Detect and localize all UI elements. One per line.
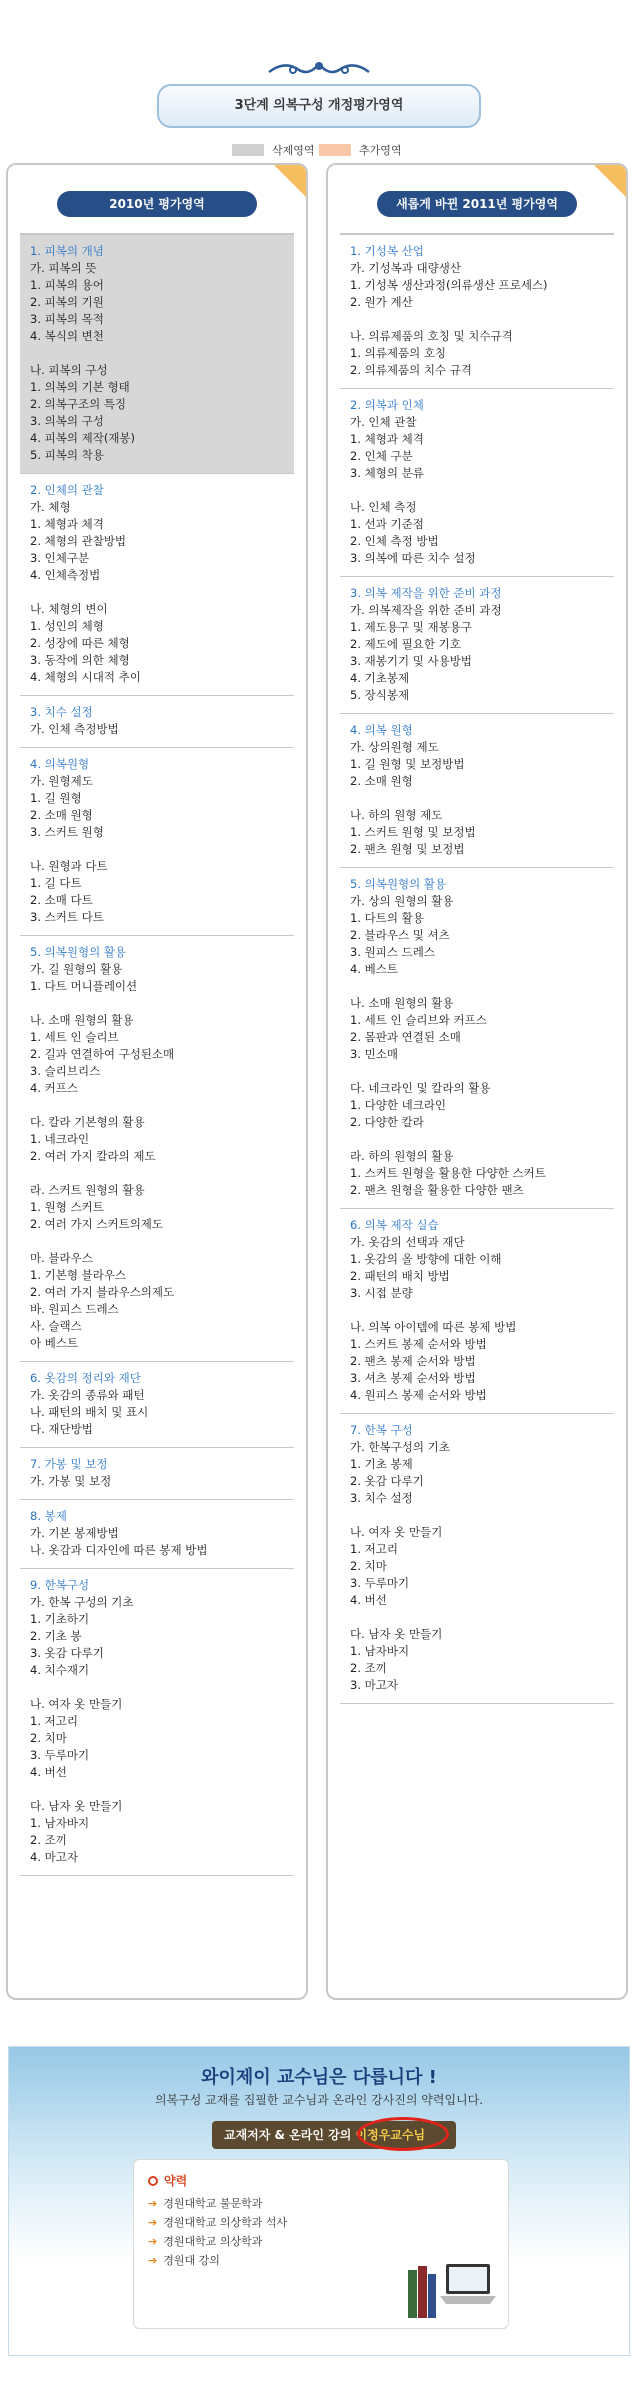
section-line: 다. 네크라인 및 칼라의 활용 xyxy=(350,1081,491,1095)
section-line: 2. 조끼 xyxy=(30,1833,67,1847)
section-line: 2. 치마 xyxy=(350,1559,387,1573)
career-title: 약력 xyxy=(148,2172,187,2189)
spacer xyxy=(30,841,290,858)
section-line: 5. 장식봉제 xyxy=(350,688,410,702)
spacer xyxy=(350,790,610,807)
section-line: 2. 제도에 필요한 기호 xyxy=(350,637,461,651)
section-line: 나. 여자 옷 만들기 xyxy=(350,1525,443,1539)
section-line: 가. 한복구성의 기초 xyxy=(350,1440,450,1454)
section-line: 1. 길 원형 및 보정방법 xyxy=(350,757,465,771)
section-line: 2. 여러 가지 칼라의 제도 xyxy=(30,1149,156,1163)
section-line: 3. 인체구분 xyxy=(30,551,90,565)
section-line: 2. 패턴의 배치 방법 xyxy=(350,1269,450,1283)
section-line: 2. 인체 구분 xyxy=(350,449,413,463)
section-line: 3. 스커트 원형 xyxy=(30,825,104,839)
arrow-icon: ➔ xyxy=(148,2235,158,2248)
section xyxy=(340,389,614,577)
section-line: 4. 인체측정법 xyxy=(30,568,101,582)
section-heading: 7. 한복 구성 xyxy=(350,1423,413,1437)
section-line: 4. 버선 xyxy=(30,1765,67,1779)
circle-bullet-icon xyxy=(148,2176,158,2186)
section-line: 가. 상의 원형의 활용 xyxy=(350,894,454,908)
spacer xyxy=(30,1233,290,1250)
section-heading: 5. 의복원형의 활용 xyxy=(30,945,127,959)
section-line: 가. 가봉 및 보정 xyxy=(30,1474,112,1488)
arrow-icon: ➔ xyxy=(148,2254,158,2267)
section-heading: 8. 봉제 xyxy=(30,1509,67,1523)
section-line: 3. 원피스 드레스 xyxy=(350,945,435,959)
section-line: 1. 스커트 원형을 활용한 다양한 스커트 xyxy=(350,1166,546,1180)
section xyxy=(340,868,614,1209)
section-line: 3. 슬리브리스 xyxy=(30,1064,101,1078)
section-line: 4. 복식의 변천 xyxy=(30,329,104,343)
section-heading: 3. 의복 제작을 위한 준비 과정 xyxy=(350,586,502,600)
section-line: 1. 저고리 xyxy=(350,1542,398,1556)
section-line: 3. 체형의 분류 xyxy=(350,466,424,480)
spacer xyxy=(350,1609,610,1626)
legend-deleted xyxy=(232,142,315,158)
section-line: 2. 성장에 따른 체형 xyxy=(30,636,130,650)
section-line: 2. 블라우스 및 셔츠 xyxy=(350,928,450,942)
section-line: 다. 재단방법 xyxy=(30,1422,93,1436)
section-heading: 6. 의복 제작 실습 xyxy=(350,1218,439,1232)
section-line: 2. 소매 원형 xyxy=(30,808,93,822)
career-item: ➔ 경원대학교 불문학과 xyxy=(148,2197,263,2210)
legend-added-label: 추가영역 xyxy=(359,144,402,157)
section-line: 나. 패턴의 배치 및 표시 xyxy=(30,1405,149,1419)
section-line: 2. 기초 봉 xyxy=(30,1629,82,1643)
section-line: 3. 피복의 목적 xyxy=(30,312,104,326)
section-line: 2. 길과 연결하여 구성된소매 xyxy=(30,1047,175,1061)
section-heading: 1. 기성복 산업 xyxy=(350,244,424,258)
section-line: 4. 기초봉제 xyxy=(350,671,410,685)
section-line: 1. 의복의 기본 형태 xyxy=(30,380,130,394)
section-line: 바. 원피스 드레스 xyxy=(30,1302,119,1316)
section-line: 2. 소매 원형 xyxy=(350,774,413,788)
career-list xyxy=(148,2194,287,2270)
section-line: 5. 피복의 착용 xyxy=(30,448,104,462)
legend-deleted-label: 삭제영역 xyxy=(272,144,315,157)
section xyxy=(20,696,294,748)
section xyxy=(20,1448,294,1500)
author-tag-prefix: 교재저자 & 온라인 강의 xyxy=(224,2128,352,2142)
section-line: 1. 성인의 체형 xyxy=(30,619,104,633)
section-line: 4. 피복의 제작(재봉) xyxy=(30,431,136,445)
section-line: 1. 다트의 활용 xyxy=(350,911,424,925)
section-line: 가. 인체 관찰 xyxy=(350,415,417,429)
section xyxy=(20,748,294,936)
spacer xyxy=(350,1302,610,1319)
section-line: 라. 하의 원형의 활용 xyxy=(350,1149,454,1163)
section-line: 2. 팬츠 원형 및 보정법 xyxy=(350,842,465,856)
section-line: 3. 두루마기 xyxy=(350,1576,410,1590)
ornament-icon xyxy=(265,58,373,78)
section-line: 가. 피복의 뜻 xyxy=(30,261,97,275)
section-line: 3. 두루마기 xyxy=(30,1748,90,1762)
section-line: 1. 피복의 용어 xyxy=(30,278,104,292)
section xyxy=(340,235,614,389)
column-2011-list xyxy=(340,233,614,1986)
section-line: 1. 체형과 체격 xyxy=(350,432,424,446)
section xyxy=(20,1362,294,1448)
section-line: 3. 스커트 다트 xyxy=(30,910,104,924)
section-heading: 1. 피복의 개념 xyxy=(30,244,104,258)
section-line: 다. 칼라 기본형의 활용 xyxy=(30,1115,145,1129)
section-line: 나. 인체 측정 xyxy=(350,500,417,514)
section-line: 가. 기성복과 대량생산 xyxy=(350,261,461,275)
section-line: 2. 체형의 관찰방법 xyxy=(30,534,127,548)
section xyxy=(340,1414,614,1704)
column-2010-title: 2010년 평가영역 xyxy=(57,191,257,217)
section-line: 1. 남자바지 xyxy=(350,1644,410,1658)
spacer xyxy=(350,978,610,995)
column-2010-list xyxy=(20,233,294,1986)
section-line: 2. 몸판과 연결된 소매 xyxy=(350,1030,461,1044)
section-line: 1. 제도용구 및 재봉용구 xyxy=(350,620,472,634)
section-line: 1. 다트 머니플레이션 xyxy=(30,979,138,993)
spacer xyxy=(30,995,290,1012)
section-line: 2. 의류제품의 치수 규격 xyxy=(350,363,472,377)
section-line: 다. 남자 옷 만들기 xyxy=(30,1799,123,1813)
section-line: 나. 하의 원형 제도 xyxy=(350,808,443,822)
section-line: 나. 체형의 변이 xyxy=(30,602,108,616)
section-line: 1. 네크라인 xyxy=(30,1132,90,1146)
legend-added-swatch xyxy=(319,144,351,156)
section-line: 2. 인체 측정 방법 xyxy=(350,534,439,548)
section-line: 2. 여러 가지 스커트의제도 xyxy=(30,1217,164,1231)
section-heading: 5. 의복원형의 활용 xyxy=(350,877,447,891)
author-name: 이정우교수님 xyxy=(355,2128,426,2142)
section-line: 가. 인체 측정방법 xyxy=(30,722,119,736)
section-line: 2. 의복구조의 특징 xyxy=(30,397,127,411)
section-line: 라. 스커트 원형의 활용 xyxy=(30,1183,145,1197)
section-line: 1. 세트 인 슬리브와 커프스 xyxy=(350,1013,487,1027)
section-line: 1. 저고리 xyxy=(30,1714,78,1728)
section-line: 가. 한복 구성의 기초 xyxy=(30,1595,134,1609)
section-line: 2. 피복의 기원 xyxy=(30,295,104,309)
column-2011 xyxy=(326,163,628,2000)
section-line: 가. 원형제도 xyxy=(30,774,93,788)
spacer xyxy=(350,1131,610,1148)
section-line: 가. 상의원형 제도 xyxy=(350,740,439,754)
section-line: 나. 옷감과 디자인에 따른 봉제 방법 xyxy=(30,1543,208,1557)
column-2011-title: 새롭게 바뀐 2011년 평가영역 xyxy=(377,191,577,217)
section-line: 나. 의류제품의 호칭 및 치수규격 xyxy=(350,329,513,343)
section-heading: 7. 가봉 및 보정 xyxy=(30,1457,108,1471)
section xyxy=(20,235,294,474)
section-line: 가. 길 원형의 활용 xyxy=(30,962,123,976)
section-line: 2. 원가 계산 xyxy=(350,295,413,309)
section-line: 아 베스트 xyxy=(30,1336,79,1350)
section-line: 1. 기성복 생산과정(의류생산 프로세스) xyxy=(350,278,548,292)
page-title: 3단계 의복구성 개정평가영역 xyxy=(157,84,481,128)
section-line: 4. 커프스 xyxy=(30,1081,78,1095)
section-line: 1. 길 원형 xyxy=(30,791,82,805)
section xyxy=(20,1500,294,1569)
section-line: 3. 재봉기기 및 사용방법 xyxy=(350,654,472,668)
section-line: 나. 소매 원형의 활용 xyxy=(350,996,454,1010)
section-line: 1. 선과 기준점 xyxy=(350,517,424,531)
section-line: 1. 스커트 원형 및 보정법 xyxy=(350,825,476,839)
section-line: 3. 시접 분량 xyxy=(350,1286,413,1300)
section xyxy=(340,577,614,714)
section-line: 가. 옷감의 종류와 패턴 xyxy=(30,1388,145,1402)
arrow-icon: ➔ xyxy=(148,2216,158,2229)
spacer xyxy=(30,1679,290,1696)
spacer xyxy=(30,1781,290,1798)
section-line: 1. 세트 인 슬리브 xyxy=(30,1030,119,1044)
section-line: 2. 여러 가지 블라우스의제도 xyxy=(30,1285,175,1299)
section-heading: 4. 의복 원형 xyxy=(350,723,413,737)
spacer xyxy=(30,584,290,601)
section-line: 1. 원형 스커트 xyxy=(30,1200,104,1214)
section-line: 4. 원피스 봉제 순서와 방법 xyxy=(350,1388,487,1402)
section-line: 2. 치마 xyxy=(30,1731,67,1745)
promo-subtitle: 의복구성 교재를 집필한 교수님과 온라인 강사진의 약력입니다. xyxy=(154,2093,484,2107)
section-line: 1. 기초 봉제 xyxy=(350,1457,413,1471)
section-line: 1. 의류제품의 호칭 xyxy=(350,346,447,360)
section-line: 3. 옷감 다루기 xyxy=(30,1646,104,1660)
legend-deleted-swatch xyxy=(232,144,264,156)
column-2010 xyxy=(6,163,308,2000)
section-heading: 4. 의복원형 xyxy=(30,757,90,771)
spacer xyxy=(350,1063,610,1080)
highlight-circle xyxy=(357,2117,449,2151)
spacer xyxy=(30,1097,290,1114)
spacer xyxy=(350,482,610,499)
section-line: 3. 셔츠 봉제 순서와 방법 xyxy=(350,1371,476,1385)
spacer xyxy=(30,345,290,362)
section-line: 나. 원형과 다트 xyxy=(30,859,108,873)
section-line: 4. 베스트 xyxy=(350,962,398,976)
section-heading: 2. 인체의 관찰 xyxy=(30,483,104,497)
promo-banner xyxy=(8,2046,630,2356)
section-line: 2. 조끼 xyxy=(350,1661,387,1675)
section-heading: 9. 한복구성 xyxy=(30,1578,90,1592)
section-line: 2. 팬츠 봉제 순서와 방법 xyxy=(350,1354,476,1368)
section-line: 3. 치수 설정 xyxy=(350,1491,413,1505)
section-line: 나. 피복의 구성 xyxy=(30,363,108,377)
section-line: 4. 마고자 xyxy=(30,1850,78,1864)
section-line: 3. 의복에 따른 치수 설정 xyxy=(350,551,476,565)
section-heading: 6. 옷감의 정리와 재단 xyxy=(30,1371,141,1385)
section-line: 3. 의복의 구성 xyxy=(30,414,104,428)
section-line: 나. 소매 원형의 활용 xyxy=(30,1013,134,1027)
career-card xyxy=(133,2159,509,2329)
section-line: 사. 슬랙스 xyxy=(30,1319,82,1333)
section-line: 1. 다양한 네크라인 xyxy=(350,1098,447,1112)
section-line: 다. 남자 옷 만들기 xyxy=(350,1627,443,1641)
section-line: 4. 체형의 시대적 추이 xyxy=(30,670,141,684)
section-line: 2. 옷감 다루기 xyxy=(350,1474,424,1488)
section-heading: 3. 치수 설정 xyxy=(30,705,93,719)
section-line: 4. 치수재기 xyxy=(30,1663,90,1677)
section-line: 3. 동작에 의한 체형 xyxy=(30,653,130,667)
books-laptop-icon xyxy=(406,2256,496,2320)
career-item: ➔ 경원대학교 의상학과 석사 xyxy=(148,2216,288,2229)
career-item: ➔ 경원대학교 의상학과 xyxy=(148,2235,263,2248)
section-line: 가. 체형 xyxy=(30,500,71,514)
section-line: 4. 버선 xyxy=(350,1593,387,1607)
section-line: 2. 팬츠 원형을 활용한 다양한 팬츠 xyxy=(350,1183,524,1197)
section-line: 1. 기본형 블라우스 xyxy=(30,1268,127,1282)
section-line: 가. 기본 봉제방법 xyxy=(30,1526,119,1540)
section-line: 2. 다양한 칼라 xyxy=(350,1115,424,1129)
section-line: 3. 마고자 xyxy=(350,1678,398,1692)
section xyxy=(340,1209,614,1414)
section-line: 나. 의복 아이템에 따른 봉제 방법 xyxy=(350,1320,517,1334)
arrow-icon: ➔ xyxy=(148,2197,158,2210)
section-line: 나. 여자 옷 만들기 xyxy=(30,1697,123,1711)
spacer xyxy=(350,311,610,328)
section-line: 가. 옷감의 선택과 재단 xyxy=(350,1235,465,1249)
career-item: ➔ 경원대 강의 xyxy=(148,2254,220,2267)
section-heading: 2. 의복과 인체 xyxy=(350,398,424,412)
section-line: 2. 소매 다트 xyxy=(30,893,93,907)
section-line: 1. 기초하기 xyxy=(30,1612,90,1626)
section-line: 1. 남자바지 xyxy=(30,1816,90,1830)
legend-added xyxy=(319,142,402,158)
section xyxy=(20,936,294,1362)
section xyxy=(20,474,294,696)
section xyxy=(340,714,614,868)
section-line: 3. 민소매 xyxy=(350,1047,398,1061)
section-line: 1. 체형과 체격 xyxy=(30,517,104,531)
spacer xyxy=(350,1507,610,1524)
promo-title: 와이제이 교수님은 다릅니다 ! xyxy=(201,2067,437,2088)
section-line: 가. 의복제작을 위한 준비 과정 xyxy=(350,603,502,617)
spacer xyxy=(30,1165,290,1182)
section xyxy=(20,1569,294,1876)
section-line: 1. 옷감의 올 방향에 대한 이해 xyxy=(350,1252,502,1266)
section-line: 1. 길 다트 xyxy=(30,876,82,890)
section-line: 마. 블라우스 xyxy=(30,1251,93,1265)
section-line: 1. 스커트 봉제 순서와 방법 xyxy=(350,1337,487,1351)
